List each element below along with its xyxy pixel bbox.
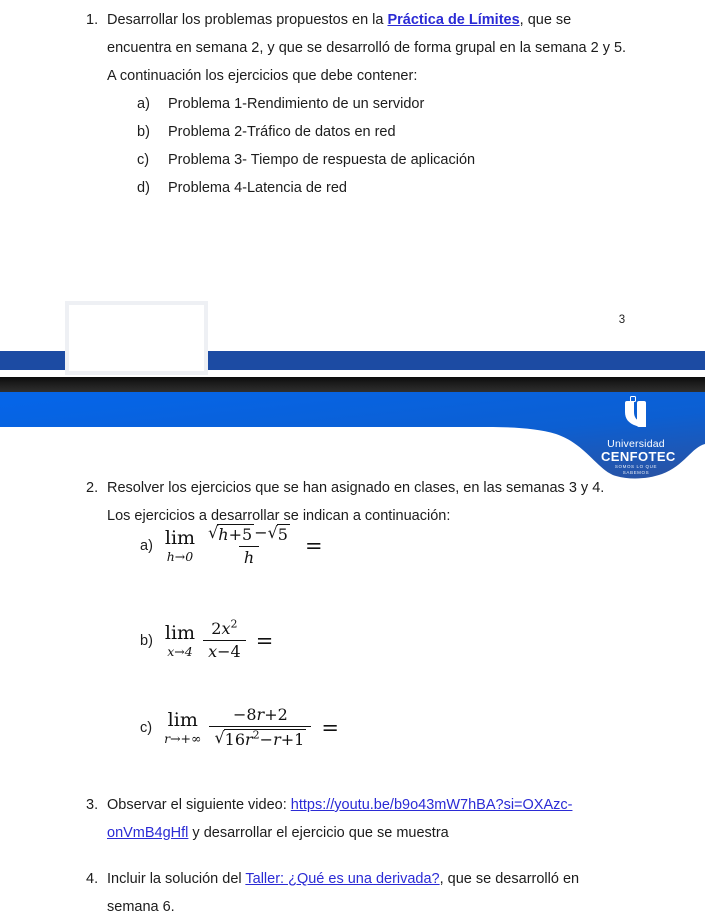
limit-operator bbox=[164, 621, 196, 659]
square-root bbox=[208, 524, 254, 544]
text-line bbox=[107, 865, 579, 893]
hyperlink[interactable]: Taller: ¿Qué es una derivada? bbox=[245, 871, 440, 887]
lim-word: lim bbox=[164, 621, 196, 644]
sub-item-text: Problema 1-Rendimiento de un servidor bbox=[168, 96, 425, 112]
hyperlink[interactable]: Práctica de Límites bbox=[387, 12, 520, 28]
item-number: 2. bbox=[86, 480, 99, 496]
square-root bbox=[214, 729, 306, 749]
limit-operator bbox=[164, 526, 196, 564]
text-run: +1 bbox=[280, 730, 305, 750]
square-root bbox=[268, 524, 290, 544]
text-run: +5 bbox=[228, 525, 253, 544]
cenfotec-logo-icon bbox=[621, 395, 651, 433]
text-run: Resolver los ejercicios que se han asignado en clases, en las semanas 3 y 4. bbox=[107, 480, 605, 496]
sub-item-text: Problema 4-Latencia de red bbox=[168, 180, 347, 196]
math-exponent: 2 bbox=[252, 729, 260, 743]
hyperlink[interactable]: https://youtu.be/b9o43mW7hBA?si=OXAzc- bbox=[290, 797, 573, 813]
equals-sign: = bbox=[304, 533, 323, 558]
page-number: 3 bbox=[618, 314, 626, 326]
lim-word: lim bbox=[167, 708, 198, 731]
sub-item-label: b) bbox=[137, 124, 150, 140]
math-variable: h bbox=[243, 548, 255, 568]
university-name: CENFOTEC bbox=[601, 449, 676, 464]
text-run: encuentra en semana 2, y que se desarrolló de forma grupal en la semana 2 y 5. bbox=[107, 40, 627, 56]
text-run: A continuación los ejercicios que debe contener: bbox=[107, 68, 418, 84]
text-run: , que se desarrolló en bbox=[439, 871, 580, 887]
text-run: 16 bbox=[224, 730, 245, 750]
header-blue-band bbox=[0, 392, 705, 484]
equals-sign: = bbox=[321, 715, 339, 740]
fraction-numerator bbox=[228, 706, 293, 726]
sub-list-item bbox=[137, 146, 475, 174]
limit-approach: r→+∞ bbox=[164, 730, 202, 746]
list-item-4 bbox=[86, 865, 579, 921]
exercise-label: b) bbox=[140, 632, 153, 649]
list-item-3 bbox=[86, 791, 572, 847]
math-variable: h bbox=[218, 525, 229, 544]
text-line bbox=[107, 893, 579, 921]
sub-list-item bbox=[137, 174, 475, 202]
item-lines bbox=[107, 791, 572, 847]
item-number: 1. bbox=[86, 12, 99, 28]
radicand bbox=[224, 729, 307, 749]
math-variable: x bbox=[221, 619, 231, 638]
text-run: Los ejercicios a desarrollar se indican a continuación: bbox=[107, 508, 451, 524]
limit-approach: h→0 bbox=[166, 548, 194, 564]
text-run: − bbox=[259, 730, 274, 750]
limit-exercise-a bbox=[140, 524, 323, 568]
item-number: 3. bbox=[86, 797, 99, 813]
radicand bbox=[217, 524, 254, 544]
math-variable: r bbox=[273, 730, 281, 750]
sub-item-label: a) bbox=[137, 96, 150, 112]
limit-exercise-c bbox=[140, 706, 339, 750]
sub-list-item bbox=[137, 118, 475, 146]
fraction-numerator bbox=[206, 617, 242, 640]
registered-trademark-icon bbox=[630, 396, 636, 402]
text-line bbox=[107, 819, 572, 847]
text-run: −4 bbox=[217, 642, 241, 662]
text-run: −8 bbox=[232, 705, 257, 724]
text-run: Observar el siguiente video: bbox=[107, 797, 291, 813]
item-lines bbox=[107, 865, 579, 921]
radical-sign-icon: √ bbox=[214, 728, 225, 748]
fraction-denominator bbox=[239, 546, 259, 567]
limit-exercise-b bbox=[140, 617, 274, 662]
text-run: Desarrollar los problemas propuestos en la bbox=[107, 12, 388, 28]
list-item-1-subitems bbox=[137, 90, 475, 202]
sub-list-item bbox=[137, 90, 475, 118]
text-run: y desarrollar el ejercicio que se muestra bbox=[188, 825, 449, 841]
footer-white-box bbox=[65, 301, 208, 375]
sub-item-label: d) bbox=[137, 180, 150, 196]
fraction bbox=[209, 706, 311, 750]
math-variable: r bbox=[256, 705, 265, 724]
university-tagline: SOMOS LO QUE SABEMOS bbox=[614, 464, 658, 475]
lim-word: lim bbox=[164, 526, 196, 549]
fraction-denominator bbox=[203, 640, 246, 661]
limit-approach: x→4 bbox=[167, 643, 193, 659]
radical-sign-icon: √ bbox=[208, 523, 219, 542]
list-item-1 bbox=[86, 6, 626, 90]
text-run: , que se bbox=[519, 12, 572, 28]
text-run: 5 bbox=[277, 525, 288, 544]
text-line bbox=[107, 6, 626, 34]
math-exponent: 2 bbox=[230, 617, 238, 631]
item-lines bbox=[107, 6, 626, 90]
exercise-label: a) bbox=[140, 537, 153, 554]
hyperlink[interactable]: onVmB4gHfl bbox=[107, 825, 189, 841]
text-line bbox=[107, 62, 626, 90]
fraction bbox=[203, 617, 246, 662]
limit-operator bbox=[164, 708, 202, 746]
university-logo bbox=[601, 395, 676, 476]
exercise-label: c) bbox=[140, 719, 153, 736]
fraction bbox=[203, 524, 295, 568]
text-run: Incluir la solución del bbox=[107, 871, 246, 887]
fraction-numerator bbox=[203, 524, 295, 546]
text-run: 2 bbox=[211, 619, 222, 638]
university-label: Universidad bbox=[607, 438, 665, 450]
text-run: semana 6. bbox=[107, 899, 175, 915]
radical-sign-icon: √ bbox=[267, 523, 278, 542]
math-variable: x bbox=[208, 642, 218, 662]
text-line bbox=[107, 34, 626, 62]
radicand bbox=[277, 524, 290, 544]
sub-item-text: Problema 3- Tiempo de respuesta de aplicación bbox=[168, 152, 476, 168]
page-separator-black-bar bbox=[0, 377, 705, 392]
text-line bbox=[107, 791, 572, 819]
item-number: 4. bbox=[86, 871, 99, 887]
text-run: +2 bbox=[264, 705, 288, 724]
text-run: − bbox=[254, 523, 268, 542]
fraction-denominator bbox=[209, 726, 311, 749]
sub-item-text: Problema 2-Tráfico de datos en red bbox=[168, 124, 396, 140]
math-variable: r bbox=[245, 730, 253, 750]
equals-sign: = bbox=[255, 628, 274, 653]
sub-item-label: c) bbox=[137, 152, 150, 168]
